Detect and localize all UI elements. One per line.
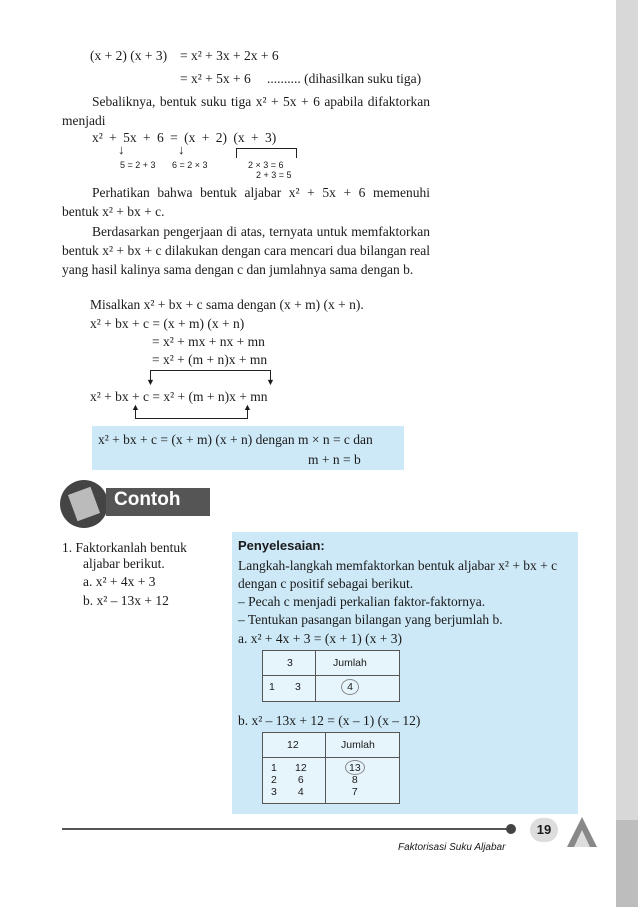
misalkan-eq-2: = x² + mx + nx + mn: [152, 334, 265, 349]
summary-box: [92, 426, 404, 470]
note-sum-check: 2 + 3 = 5: [256, 170, 292, 180]
note-sum: 5 = 2 + 3: [120, 160, 156, 170]
paragraph-1: Sebaliknya, bentuk suku tiga x² + 5x + 6 apabila difaktorkan menjadi: [62, 94, 430, 128]
table-a-header-1: 3: [287, 657, 293, 669]
question-line-2: aljabar berikut.: [83, 556, 165, 571]
footer-title: Faktorisasi Suku Aljabar: [398, 842, 506, 853]
page-side-bar: [616, 0, 638, 907]
solution-line-2: dengan c positif sebagai berikut.: [238, 576, 414, 591]
note-product: 6 = 2 × 3: [172, 160, 208, 170]
misalkan-line: Misalkan x² + bx + c sama dengan (x + m) (x + n).: [90, 297, 364, 312]
solution-box: [232, 532, 578, 814]
table-a-cell: 1: [269, 681, 275, 693]
summary-line-1: x² + bx + c = (x + m) (x + n) dengan m × n = c dan: [98, 432, 373, 447]
arrow-up-icon: ▲: [131, 402, 140, 412]
table-b-header-2: Jumlah: [341, 739, 375, 751]
question-a: a. x² + 4x + 3: [83, 574, 156, 589]
footer-rule: [62, 828, 510, 830]
top-line1-left: (x + 2) (x + 3): [90, 48, 168, 63]
bracket-line: [236, 148, 237, 158]
down-arrow-icon: ↓: [118, 142, 125, 157]
arrow-down-icon: ▼: [266, 377, 275, 387]
table-a: [262, 650, 400, 702]
down-arrow-icon: ↓: [178, 142, 185, 157]
solution-a: a. x² + 4x + 3 = (x + 1) (x + 3): [238, 631, 402, 646]
table-a-cell-highlight: 4: [341, 679, 359, 695]
table-a-cell: 3: [295, 681, 301, 693]
connector-line: [150, 370, 270, 371]
misalkan-eq-4: x² + bx + c = x² + (m + n)x + mn: [90, 389, 268, 404]
solution-line-1: Langkah-langkah memfaktorkan bentuk aljabar x² + bx + c: [238, 558, 558, 573]
page-number: 19: [530, 818, 558, 842]
page-side-bar-foot: [616, 820, 638, 907]
question-b: b. x² – 13x + 12: [83, 593, 169, 608]
table-b: [262, 732, 400, 804]
note-product-check: 2 × 3 = 6: [248, 160, 284, 170]
table-b-col-3: 13 8 7: [349, 762, 361, 798]
connector-line: [135, 418, 247, 419]
table-b-col-1: 1 2 3: [271, 762, 277, 798]
bracket-line: [236, 148, 296, 149]
arrow-up-icon: ▲: [243, 402, 252, 412]
summary-line-2: m + n = b: [308, 452, 361, 467]
contoh-label: Contoh: [114, 489, 181, 510]
table-a-header-2: Jumlah: [333, 657, 367, 669]
table-b-highlight: [345, 760, 365, 775]
question-line-1: 1. Faktorkanlah bentuk: [62, 540, 187, 555]
bracket-line: [296, 148, 297, 158]
paragraph-3: Berdasarkan pengerjaan di atas, ternyata untuk memfaktorkan bentuk x² + bx + c dilakukan dengan cara mencari dua bilangan real yang hasil kalinya sama dengan c dan jumlahnya sama dengan b.: [62, 224, 430, 277]
solution-line-4: – Tentukan pasangan bilangan yang berjumlah b.: [238, 612, 503, 627]
table-b-col-2: 12 6 4: [295, 762, 307, 798]
top-line1-right: = x² + 3x + 2x + 6: [180, 48, 279, 63]
footer-emblem-icon: [562, 812, 602, 852]
factor-expression: x² + 5x + 6 = (x + 2) (x + 3): [92, 130, 277, 145]
top-line2-note: .......... (dihasilkan suku tiga): [267, 71, 422, 86]
paragraph-2: Perhatikan bahwa bentuk aljabar x² + 5x + 6 memenuhi bentuk x² + bx + c.: [62, 185, 430, 219]
table-b-header-1: 12: [287, 739, 299, 751]
arrow-down-icon: ▼: [146, 377, 155, 387]
footer-dot-icon: [506, 824, 516, 834]
misalkan-eq-3: = x² + (m + n)x + mn: [152, 352, 268, 367]
top-line2-right: = x² + 5x + 6: [180, 71, 251, 86]
misalkan-eq-1: x² + bx + c = (x + m) (x + n): [90, 316, 245, 331]
solution-line-3: – Pecah c menjadi perkalian faktor-faktornya.: [238, 594, 486, 609]
solution-title: Penyelesaian:: [238, 538, 325, 553]
contoh-banner: [60, 480, 210, 528]
solution-b: b. x² – 13x + 12 = (x – 1) (x – 12): [238, 713, 421, 728]
